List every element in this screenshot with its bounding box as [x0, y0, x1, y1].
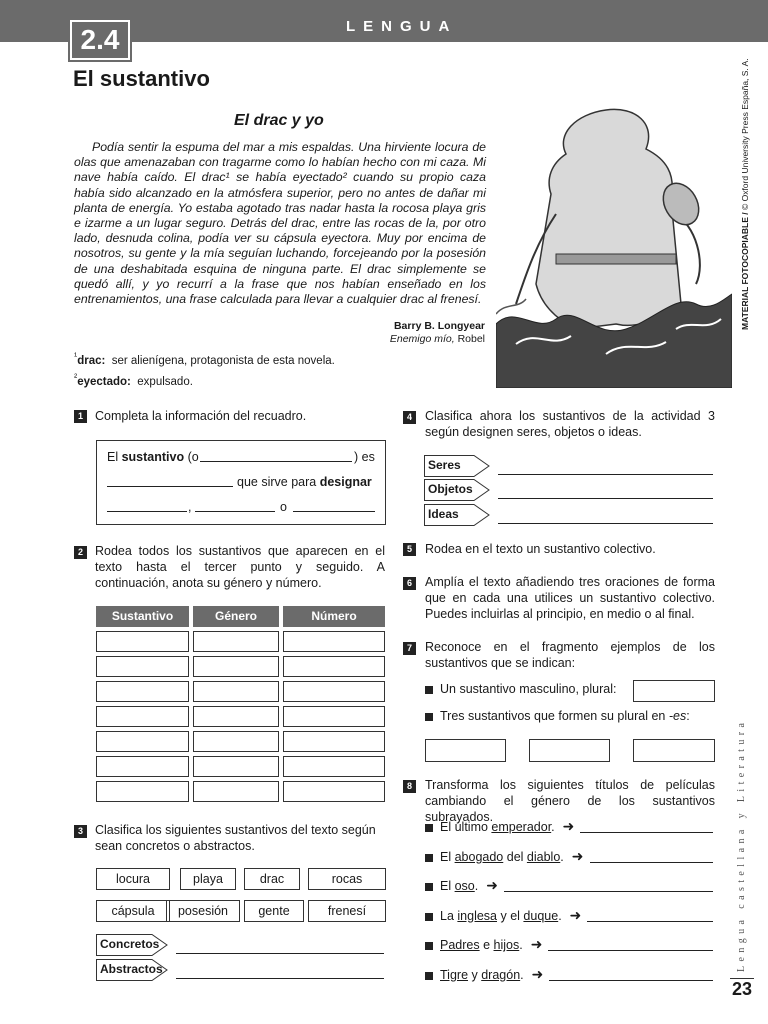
blank-line[interactable] — [107, 511, 187, 512]
answer-line[interactable] — [176, 978, 384, 979]
footnote-def: ser alienígena, protagonista de esta novela. — [111, 354, 335, 367]
exercise-number: 7 — [403, 642, 416, 655]
arrow-icon: ➜ — [530, 936, 543, 952]
table-cell[interactable] — [193, 731, 279, 752]
word-chip: playa — [180, 868, 236, 890]
table-cell[interactable] — [96, 781, 189, 802]
table-cell[interactable] — [96, 756, 189, 777]
exercise-8-prompt: Transforma los siguientes títulos de películas cambiando el género de los sustantivos subrayados. — [425, 778, 715, 824]
exercise-number: 5 — [403, 543, 416, 556]
arrow-icon: ➜ — [531, 965, 544, 982]
table-cell[interactable] — [193, 656, 279, 677]
film-title: Tigre y dragón. ➜ — [440, 965, 544, 982]
tag-objetos: Objetos — [424, 479, 490, 499]
publisher: Robel — [457, 333, 485, 345]
answer-line[interactable] — [590, 862, 713, 863]
answer-box[interactable] — [633, 739, 715, 762]
astronaut-illustration — [496, 104, 732, 388]
table-cell[interactable] — [193, 681, 279, 702]
story-text: Podía sentir la espuma del mar a mis espaldas. Una hirviente locura de olas que amenazaban con tragarme como lo habían hecho con mi caza. Mi nave había caído. El drac¹ se había eyectado² cuando su propio caza había sido alcanzado en la atmósfera superior, pero no antes de dañar mi planta de energía. Yo estaba agotado tras nadar hasta la rocosa playa gris e izarme a un lugar seguro. Detrás del drac, entre las rocas de la, por otro lado, desnuda colina, podía ver su cápsula eyectora. Muy por encima de nosotros, su gente y la mía seguían luchando, forcejeando por la posesión de una deshabitada esquina de ninguna parte. El drac simplemente se quedó allí, y yo recurrí a la frase que nos habían enseñado en los entrenamientos, una frase calculada para llevar a cualquier drac al frenesí. — [74, 140, 486, 307]
footnote-def: expulsado. — [137, 375, 193, 388]
table-header: Sustantivo — [96, 606, 189, 627]
bullet — [425, 854, 433, 862]
table-cell[interactable] — [283, 631, 385, 652]
word-chip: cápsula — [96, 900, 170, 922]
page-title: El sustantivo — [73, 66, 210, 91]
table-cell[interactable] — [96, 681, 189, 702]
exercise-number: 6 — [403, 577, 416, 590]
film-title: La inglesa y el duque. ➜ — [440, 906, 582, 923]
exercise-7-prompt: Reconoce en el fragmento ejemplos de los sustantivos que se indican: — [425, 640, 715, 670]
book-title-vertical: Lengua castellana y Literatura — [736, 718, 747, 972]
film-title: El abogado del diablo. ➜ — [440, 847, 584, 864]
answer-line[interactable] — [176, 953, 384, 954]
exercise-number: 8 — [403, 780, 416, 793]
subject-label: LENGUA — [346, 18, 458, 35]
exercise-5-prompt: Rodea en el texto un sustantivo colectivo. — [425, 542, 656, 556]
unit-badge — [70, 20, 130, 60]
bullet — [425, 824, 433, 832]
arrow-icon: ➜ — [571, 847, 584, 864]
word-chip: drac — [244, 868, 300, 890]
arrow-icon: ➜ — [486, 877, 498, 893]
author-name: Barry B. Longyear — [393, 320, 485, 332]
table-header: Género — [193, 606, 279, 627]
table-cell[interactable] — [96, 631, 189, 652]
table-cell[interactable] — [96, 656, 189, 677]
bullet — [425, 883, 433, 891]
tag-concretos: Concretos — [96, 934, 168, 954]
answer-line[interactable] — [548, 950, 713, 951]
answer-line[interactable] — [498, 523, 713, 524]
word-chip: posesión — [166, 900, 240, 922]
copyright-bold: MATERIAL FOTOCOPIABLE / — [740, 212, 750, 330]
bullet — [425, 686, 433, 694]
answer-line[interactable] — [580, 832, 713, 833]
blank-line[interactable] — [107, 486, 233, 487]
footnote-2: $^{^2}$eyectado: expulsado. — [74, 372, 193, 388]
source-title: Enemigo mío, — [389, 333, 455, 345]
answer-line[interactable] — [498, 474, 713, 475]
bullet — [425, 942, 433, 950]
tag-abstractos: Abstractos — [96, 959, 168, 979]
answer-line[interactable] — [504, 891, 713, 892]
table-cell[interactable] — [283, 781, 385, 802]
word-chip: gente — [244, 900, 304, 922]
exercise-number: 3 — [74, 825, 87, 838]
copyright-rest: © Oxford University Press España, S. A. — [740, 58, 750, 213]
answer-box[interactable] — [529, 739, 610, 762]
table-cell[interactable] — [193, 631, 279, 652]
tag-seres: Seres — [424, 455, 490, 475]
table-cell[interactable] — [283, 706, 385, 727]
item-masc-plural: Un sustantivo masculino, plural: — [440, 682, 617, 696]
answer-box[interactable] — [425, 739, 506, 762]
page-number: 23 — [731, 979, 753, 999]
bullet — [425, 913, 433, 921]
exercise-6-prompt: Amplía el texto añadiendo tres oraciones de forma que en cada una utilices un sustantivo colectivo. Puedes incluirlas al principio, en medio o al final. — [425, 575, 715, 621]
table-cell[interactable] — [96, 731, 189, 752]
footnote-term: drac: — [77, 354, 106, 367]
table-cell[interactable] — [283, 731, 385, 752]
table-header: Número — [283, 606, 385, 627]
story-title: El drac y yo — [234, 112, 324, 129]
film-title: El oso. ➜ — [440, 877, 498, 893]
blank-line[interactable] — [293, 511, 375, 512]
blank-line[interactable] — [195, 511, 275, 512]
exercise-1-prompt: Completa la información del recuadro. — [95, 409, 307, 423]
word-chip: frenesí — [308, 900, 386, 922]
definition-box: El sustantivo (o ) es que sirve para designar , o — [96, 440, 386, 525]
exercise-number: 4 — [403, 411, 416, 424]
bullet — [425, 972, 433, 980]
exercise-3-prompt: Clasifica los siguientes sustantivos del texto según sean concretos o abstractos. — [95, 823, 376, 853]
story-credit — [260, 320, 485, 346]
answer-line[interactable] — [587, 921, 713, 922]
word-chip: rocas — [308, 868, 386, 890]
table-cell[interactable] — [193, 706, 279, 727]
film-title: El último emperador. ➜ — [440, 818, 575, 834]
copyright-vertical — [740, 58, 754, 330]
answer-line[interactable] — [549, 980, 713, 981]
exercise-number: 1 — [74, 410, 87, 423]
table-cell[interactable] — [283, 681, 385, 702]
footnote-1: $^{^1}$drac: ser alienígena, protagonista de esta novela. — [74, 351, 335, 367]
word-chip: locura — [96, 868, 170, 890]
exercise-4-prompt: Clasifica ahora los sustantivos de la actividad 3 según designen seres, objetos o ideas. — [425, 409, 715, 439]
exercise-2-prompt: Rodea todos los sustantivos que aparecen en el texto hasta el tercer punto y seguido. A continuación, anota su género y número. — [95, 544, 385, 590]
table-cell[interactable] — [96, 706, 189, 727]
arrow-icon: ➜ — [569, 906, 582, 923]
table-cell[interactable] — [283, 756, 385, 777]
table-cell[interactable] — [283, 656, 385, 677]
table-cell[interactable] — [193, 756, 279, 777]
exercise-number: 2 — [74, 546, 87, 559]
film-title: Padres e hijos. ➜ — [440, 936, 543, 952]
tag-ideas: Ideas — [424, 504, 490, 524]
footnote-term: eyectado: — [77, 375, 131, 388]
bullet — [425, 713, 433, 721]
unit-number: 2.4 — [80, 24, 120, 55]
item-plural-es: Tres sustantivos que formen su plural en -es: — [440, 709, 690, 723]
answer-line[interactable] — [498, 498, 713, 499]
blank-line[interactable] — [200, 461, 352, 462]
answer-box[interactable] — [633, 680, 715, 702]
arrow-icon: ➜ — [562, 818, 575, 834]
table-cell[interactable] — [193, 781, 279, 802]
